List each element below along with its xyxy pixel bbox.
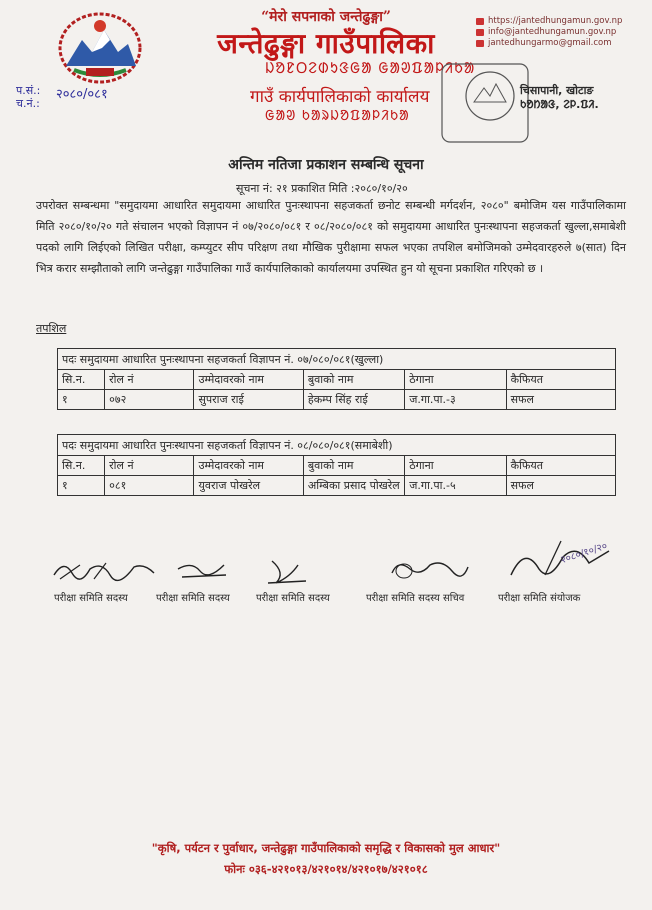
cell-serial: १ (58, 476, 105, 496)
col-address: ठेगाना (405, 370, 506, 390)
signature-label-secretary: परीक्षा समिति सदस्य सचिव (366, 593, 465, 604)
table-row (58, 476, 616, 496)
location-line-1: चिसापानी, खोटाङ (520, 84, 594, 97)
details-heading: तपशिल (36, 322, 67, 335)
cell-father: अम्बिका प्रसाद पोखरेल (303, 476, 404, 496)
signature-icon (50, 555, 160, 587)
table-row (58, 390, 616, 410)
post-header: पदः समुदायमा आधारित पुनःस्थापना सहजकर्ता विज्ञापन नं. ०८/०८०/०८१(समाबेशी) (58, 435, 616, 456)
contact-email-1 (476, 27, 622, 38)
col-candidate: उम्मेदावरको नाम (194, 370, 303, 390)
col-remarks: कैफियत (506, 456, 615, 476)
ref-label-cn: च.नं.: (16, 97, 40, 110)
signature-label-coordinator: परीक्षा समिति संयोजक (498, 593, 581, 604)
signature-icon (174, 555, 234, 587)
footer-phone: फोनः ०३६-४२१०१३/४२१०१४/४२१०१७/४२१०१८ (224, 862, 428, 876)
contact-email-text[interactable]: jantedhungarmo@gmail.com (488, 38, 612, 48)
cell-candidate: युवराज पोखरेल (194, 476, 303, 496)
footer-slogan: "कृषि, पर्यटन र पुर्वाधार, जन्तेढुङ्गा गाउँपालिकाको समृद्धि र विकासको मुल आधार" (151, 841, 501, 855)
col-address: ठेगाना (405, 456, 506, 476)
cell-serial: १ (58, 390, 105, 410)
office-name: गाउँ कार्यपालिकाको कार्यालय (250, 87, 430, 107)
office-location (520, 84, 599, 112)
reference-number: २०८०/०८१ (56, 87, 108, 102)
office-stamp-icon (440, 62, 530, 144)
post-header: पदः समुदायमा आधारित पुनःस्थापना सहजकर्ता विज्ञापन नं. ०७/०८०/०८१(खुल्ला) (58, 349, 616, 370)
ref-label-ps: प.सं.: (16, 84, 41, 97)
email-icon (476, 40, 484, 47)
contact-info (476, 16, 622, 49)
col-roll: रोल नं (105, 456, 194, 476)
col-father: बुवाको नाम (303, 456, 404, 476)
cell-remarks: सफल (506, 476, 615, 496)
column-header-row (58, 370, 616, 390)
cell-father: हेकम्प सिंह राई (303, 390, 404, 410)
cell-remarks: सफल (506, 390, 615, 410)
signature-date: २०८०/१०/२० (559, 540, 609, 567)
web-icon (476, 18, 484, 25)
col-remarks: कैफियत (506, 370, 615, 390)
col-roll: रोल नं (105, 370, 194, 390)
col-candidate: उम्मेदावरको नाम (194, 456, 303, 476)
column-header-row (58, 456, 616, 476)
contact-email-2 (476, 38, 622, 49)
table-header-row (58, 435, 616, 456)
cell-address: ज.गा.पा.-३ (405, 390, 506, 410)
signature-label-member-3: परीक्षा समिति सदस्य (256, 593, 330, 604)
reference-labels (16, 84, 40, 110)
notice-title: अन्तिम नतिजा प्रकाशन सम्बन्धि सूचना (228, 157, 424, 173)
notice-number: सूचना नं: २१ प्रकाशित मिति :२०८०/१०/२० (236, 182, 408, 195)
result-table-inclusive (57, 434, 616, 496)
email-icon (476, 29, 484, 36)
signature-label-member-1: परीक्षा समिति सदस्य (54, 593, 128, 604)
signature-icon (262, 555, 312, 589)
cell-roll: ०७२ (105, 390, 194, 410)
notice-body: उपरोक्त सम्बन्धमा "समुदायमा आधारित समुदायमा आधारित पुनःस्थापना सहजकर्ता छनोट सम्बन्धी मर्गदर्शन, २०८०" बमोजिम यस गाउँपालिकामा मिति २०८०/१०/२० गते संचालन भएको विज्ञापन नं ०७/२०८०/०८१ र ०८/२०८०/०८१ को समुदायमा आधारित पुनःस्थापना सहजकर्ता खुल्ला,समाबेशी पदको लागि लिईएको लिखित परीक्षा, कम्प्युटर सीप परिक्षण तथा मौखिक पुरीक्षामा सफल भएका तपशिल बमोजिमको उम्मेदवारहरुले ७(सात) दिन भित्र करार सम्झौताको लागि जन्तेढुङ्गा गाउँपालिका गाउँ कार्यपालिकाको कार्यालयमा उपस्थित हुन यो सूचना प्रकाशित गरिएको छ । (36, 199, 626, 275)
col-serial: सि.न. (58, 370, 105, 390)
office-name-script: ᱜᱟᱣ ᱠᱟᱨᱡᱚᱯᱟᱞᱤᱠᱟ (265, 108, 410, 124)
motto: “मेरो सपनाको जन्तेढुङ्गा” (261, 9, 391, 25)
signature-label-member-2: परीक्षा समिति सदस्य (156, 593, 230, 604)
contact-email-text[interactable]: info@jantedhungamun.gov.np (488, 27, 617, 37)
contact-web (476, 16, 622, 27)
col-serial: सि.न. (58, 456, 105, 476)
result-table-open (57, 348, 616, 410)
cell-roll: ०८१ (105, 476, 194, 496)
contact-web-text[interactable]: https://jantedhungamun.gov.np (488, 16, 623, 26)
col-father: बुवाको नाम (303, 370, 404, 390)
cell-address: ज.गा.पा.-५ (405, 476, 506, 496)
signature-icon (386, 555, 472, 587)
office-title-script: ᱡᱚᱱᱛᱮᱰᱩᱝᱜᱟ ᱜᱟᱣᱯᱟᱞᱤᱠᱟ (265, 59, 476, 77)
office-title: जन्तेढुङ्गा गाउँपालिका (217, 27, 435, 60)
location-line-2: ᱠᱚᱴᱟᱝ, ᱮᱞ.ᱯᱤ. (520, 98, 599, 111)
table-header-row (58, 349, 616, 370)
cell-candidate: सुपराज राई (194, 390, 303, 410)
